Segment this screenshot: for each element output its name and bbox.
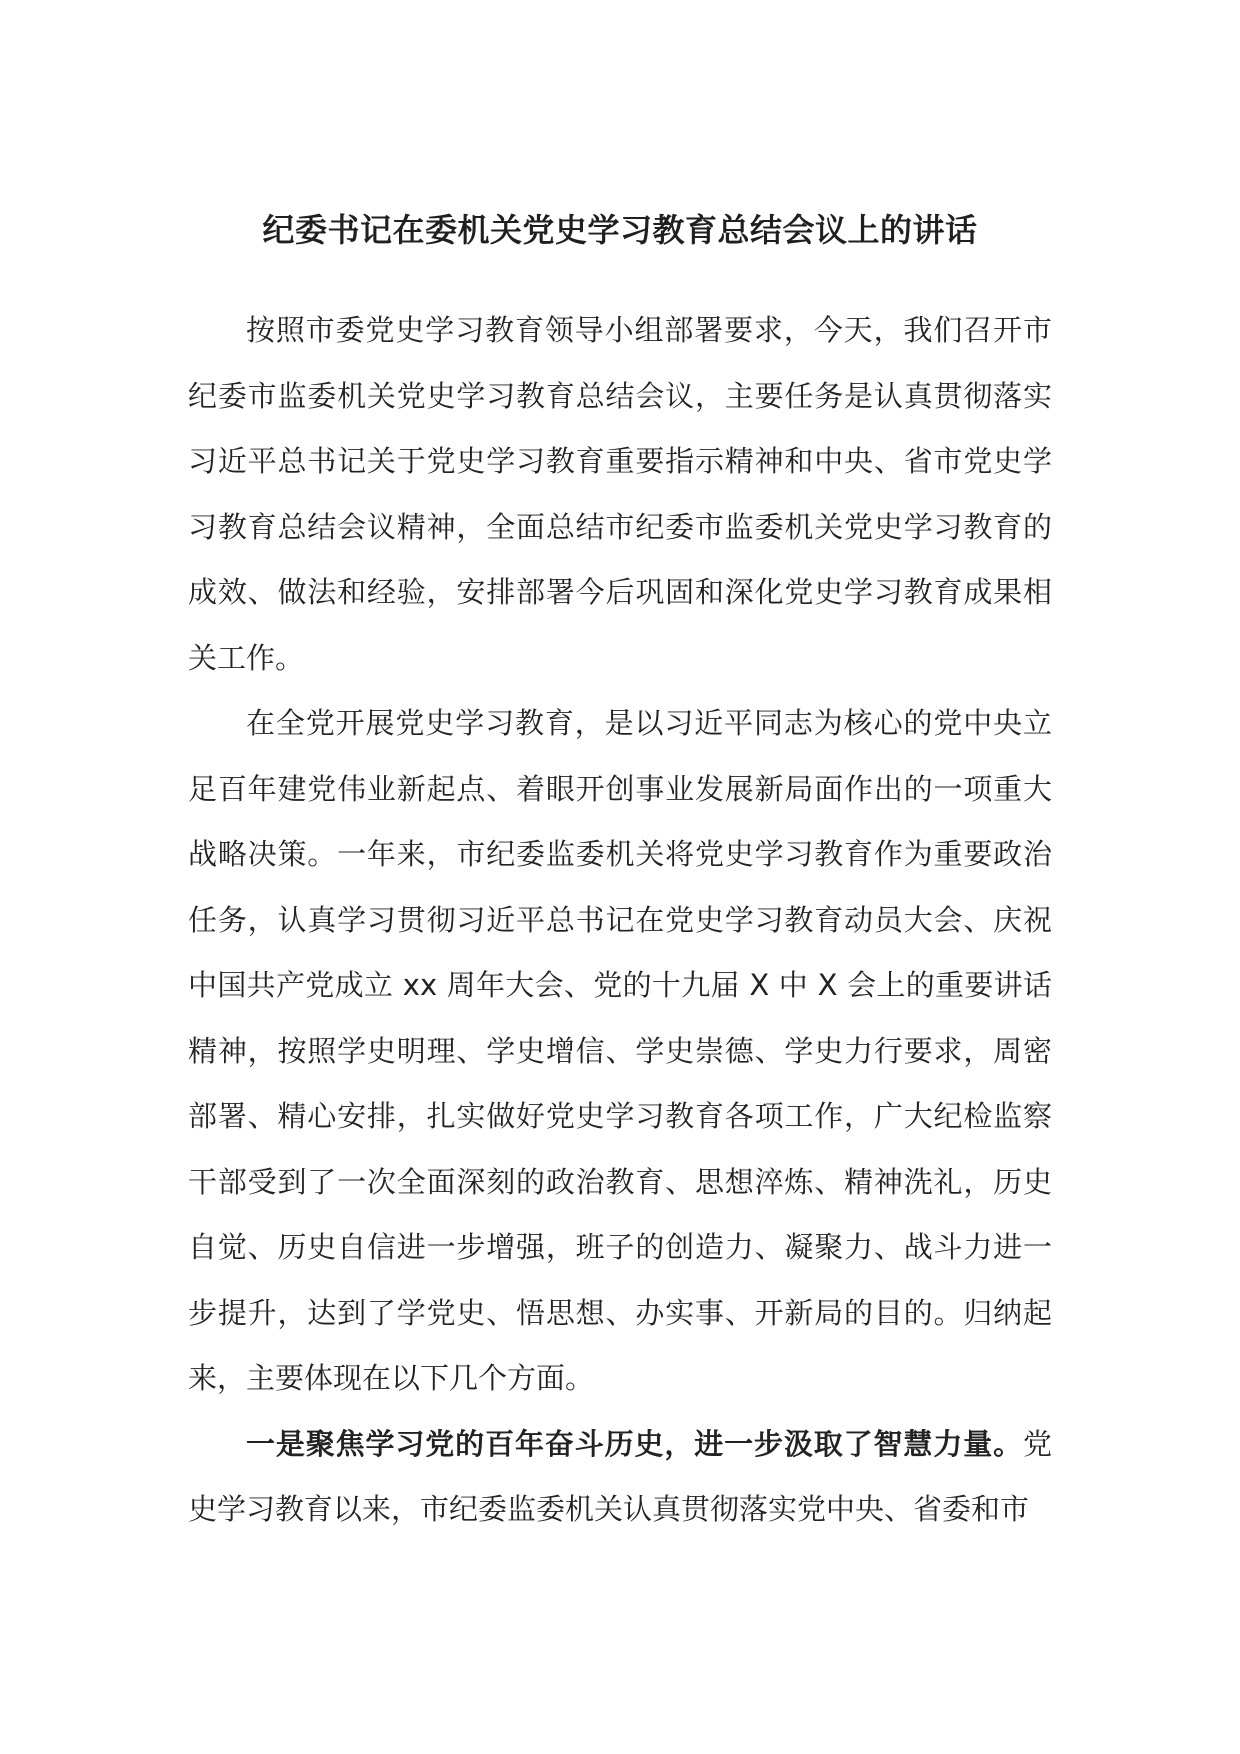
paragraph-point-one [188,1412,1052,1543]
paragraph-intro-text: 按照市委党史学习教育领导小组部署要求，今天，我们召开市纪委市监委机关党史学习教育总结会议，主要任务是认真贯彻落实习近平总书记关于党史学习教育重要指示精神和中央、省市党史学习教育总结会议精神，全面总结市纪委市监委机关党史学习教育的成效、做法和经验，安排部署今后巩固和深化党史学习教育成果相关工作。 [188,313,1052,675]
paragraph-background [188,691,1052,1412]
document-body [188,298,1052,1543]
paragraph-intro [188,298,1052,691]
paragraph-background-text: 在全党开展党史学习教育，是以习近平同志为核心的党中央立足百年建党伟业新起点、着眼开创事业发展新局面作出的一项重大战略决策。一年来，市纪委监委机关将党史学习教育作为重要政治任务，认真学习贯彻习近平总书记在党史学习教育动员大会、庆祝中国共产党成立 xx 周年大会、党的十九届 X 中 X 会上的重要讲话精神，按照学史明理、学史增信、学史崇德、学史力行要求，周密部署、精心安排，扎实做好党史学习教育各项工作，广大纪检监察干部受到了一次全面深刻的政治教育、思想淬炼、精神洗礼，历史自觉、历史自信进一步增强，班子的创造力、凝聚力、战斗力进一步提升，达到了学党史、悟思想、办实事、开新局的目的。归纳起来，主要体现在以下几个方面。 [188,706,1052,1395]
document-title: 纪委书记在委机关党史学习教育总结会议上的讲话 [262,211,978,249]
paragraph-point-one-text: 党史学习教育以来，市纪委监委机关认真贯彻落实党中央、省委和市 [188,1426,1052,1526]
paragraph-point-one-heading: 一是聚焦学习党的百年奋斗历史，进一步汲取了智慧力量。 [246,1426,1023,1461]
